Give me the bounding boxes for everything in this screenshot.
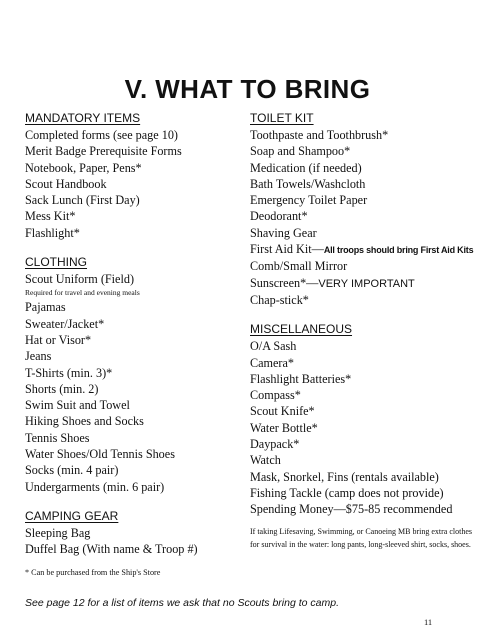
list-item: Emergency Toilet Paper: [250, 193, 368, 208]
list-item: Sleeping Bag: [25, 525, 91, 540]
list-item: Toothpaste and Toothbrush*: [250, 128, 389, 142]
list-item: Merit Badge Prerequisite Forms: [25, 144, 182, 159]
list-item: Daypack*: [250, 437, 300, 452]
list-item: Hiking Shoes and Socks: [25, 414, 144, 429]
list-item: Watch: [250, 453, 281, 468]
list-item: Soap and Shampoo*: [250, 144, 351, 159]
see-page-note: See page 12 for a list of items we ask that no Scouts bring to camp.: [25, 597, 340, 609]
list-item: T-Shirts (min. 3)*: [25, 365, 113, 380]
first-aid-kit-item: [250, 241, 472, 258]
list-item: Scout Knife*: [250, 404, 315, 419]
miscellaneous-section: [250, 321, 472, 551]
list-item: Water Bottle*: [250, 420, 318, 435]
list-item: Mask, Snorkel, Fins (rentals available): [250, 469, 439, 484]
list-item: Shorts (min. 2): [25, 381, 99, 396]
camping-gear-section: [25, 508, 243, 558]
list-item: Scout Uniform (Field): [25, 272, 134, 287]
extra-clothes-note: If taking Lifesaving, Swimming, or Canoeing MB bring extra clothes for survival in the water: long pants, long-sleeved shirt, socks, shoes.: [250, 526, 472, 550]
list-item: Fishing Tackle (camp does not provide): [250, 485, 444, 500]
list-item: Notebook, Paper, Pens*: [25, 160, 142, 175]
toilet-kit-section: [250, 110, 472, 308]
section-heading: CLOTHING: [25, 255, 88, 270]
mandatory-items-section: [25, 110, 243, 241]
list-item: Duffel Bag (With name & Troop #): [25, 542, 198, 557]
list-item: Socks (min. 4 pair): [25, 463, 119, 478]
emphasis-text: All troops should bring First Aid Kits: [323, 245, 474, 256]
page-number: 11: [424, 617, 433, 627]
list-item: Completed forms (see page 10): [25, 128, 178, 142]
list-item: Tennis Shoes: [25, 430, 90, 445]
list-item: Bath Towels/Washcloth: [250, 176, 366, 191]
list-item: Sweater/Jacket*: [25, 316, 105, 331]
list-item: Medication (if needed): [250, 160, 362, 175]
list-item: Pajamas: [25, 300, 66, 315]
list-item: Spending Money—$75-85 recommended: [250, 502, 453, 517]
list-item: Comb/Small Mirror: [250, 259, 348, 274]
section-heading: TOILET KIT: [250, 111, 314, 125]
list-item: Undergarments (min. 6 pair): [25, 479, 165, 494]
section-heading: CAMPING GEAR: [25, 508, 119, 523]
list-item: Flashlight Batteries*: [250, 371, 352, 386]
section-heading: MANDATORY ITEMS: [25, 111, 141, 125]
list-item: O/A Sash: [250, 339, 297, 354]
list-item: Hat or Visor*: [25, 332, 92, 347]
page-title: V. WHAT TO BRING: [124, 74, 371, 105]
list-item: Compass*: [250, 388, 301, 403]
section-heading: MISCELLANEOUS: [250, 322, 353, 337]
ships-store-footnote: * Can be purchased from the Ship's Store: [25, 568, 161, 577]
emphasis-text: VERY IMPORTANT: [318, 277, 415, 290]
list-item: Jeans: [25, 349, 52, 364]
list-item: Camera*: [250, 355, 294, 370]
right-column: [250, 110, 472, 552]
list-item: Water Shoes/Old Tennis Shoes: [25, 447, 175, 462]
list-item: Mess Kit*: [25, 209, 76, 224]
list-item: Sack Lunch (First Day): [25, 193, 140, 208]
list-item-text: Sunscreen*—: [250, 275, 319, 290]
left-column: [25, 110, 243, 558]
clothing-section: [25, 254, 243, 495]
list-item: Scout Handbook: [25, 176, 107, 191]
list-item: Shaving Gear: [250, 225, 317, 240]
list-item: Flashlight*: [25, 225, 80, 240]
sunscreen-item: [250, 275, 472, 292]
list-item: Swim Suit and Towel: [25, 398, 130, 413]
list-item: Chap-stick*: [250, 292, 309, 307]
list-item-text: First Aid Kit—: [250, 242, 324, 257]
list-item-note: Required for travel and evening meals: [25, 288, 140, 298]
list-item: Deodorant*: [250, 209, 308, 224]
